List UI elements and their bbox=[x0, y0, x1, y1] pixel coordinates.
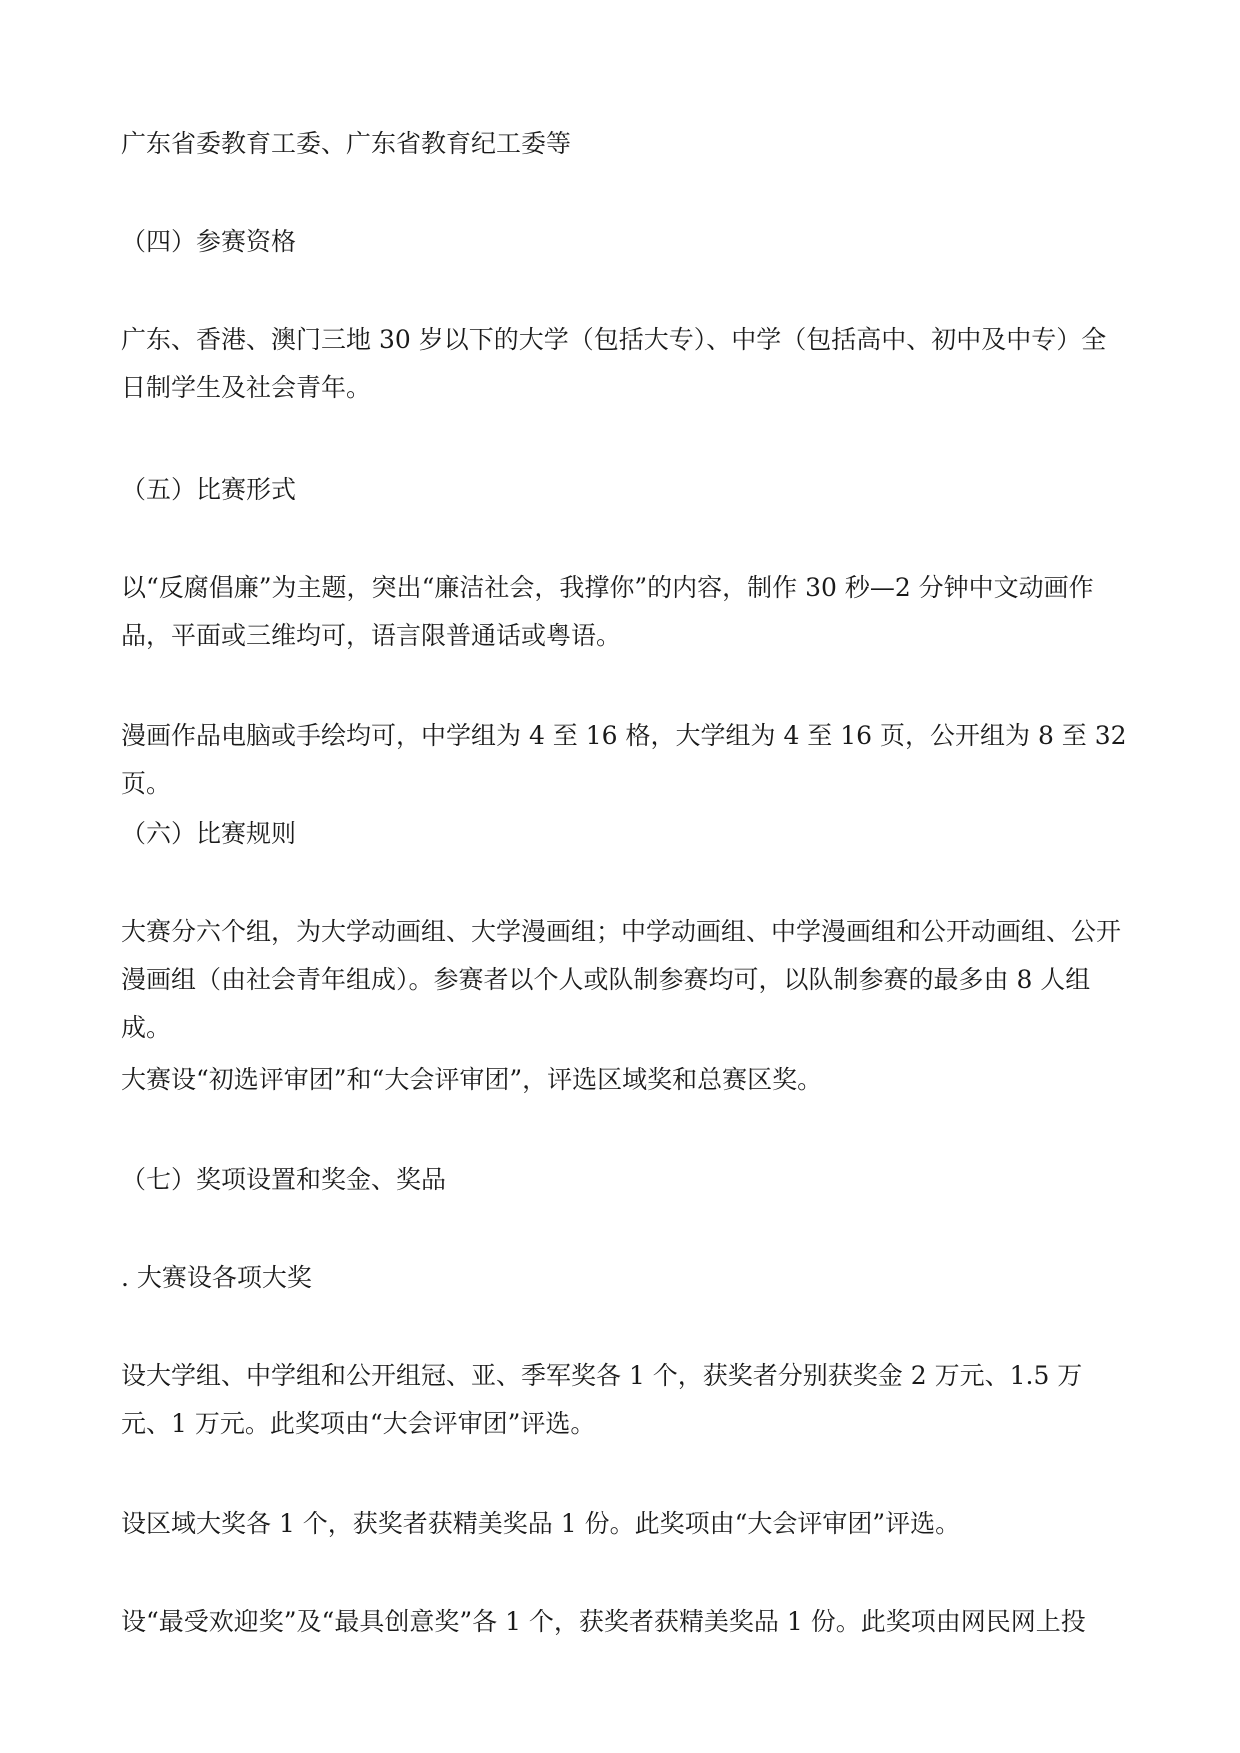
format-animation-text: 以“反腐倡廉”为主题，突出“廉洁社会，我撑你”的内容，制作 30 秒—2 分钟中文动画作品，平面或三维均可，语言限普通话或粤语。 bbox=[121, 573, 1094, 650]
document-page bbox=[121, 0, 1131, 1753]
awards-main-prizes-text: 设大学组、中学组和公开组冠、亚、季军奖各 1 个，获奖者分别获奖金 2 万元、1.5 万元、1 万元。此奖项由“大会评审团”评选。 bbox=[121, 1361, 1083, 1438]
awards-subheading: . 大赛设各项大奖 bbox=[121, 1263, 312, 1292]
section-heading-rules: （六）比赛规则 bbox=[121, 819, 297, 848]
awards-popular-text: 设“最受欢迎奖”及“最具创意奖”各 1 个，获奖者获精美奖品 1 份。此奖项由网民网上投 bbox=[121, 1607, 1086, 1636]
rules-groups-text: 大赛分六个组，为大学动画组、大学漫画组；中学动画组、中学漫画组和公开动画组、公开漫画组（由社会青年组成）。参赛者以个人或队制参赛均可，以队制参赛的最多由 8 人组成。 bbox=[121, 917, 1122, 1042]
section-heading-eligibility: （四）参赛资格 bbox=[121, 227, 297, 256]
organizer-line: 广东省委教育工委、广东省教育纪工委等 bbox=[121, 129, 572, 158]
eligibility-text: 广东、香港、澳门三地 30 岁以下的大学（包括大专）、中学（包括高中、初中及中专）全日制学生及社会青年。 bbox=[121, 325, 1107, 402]
rules-jury-text: 大赛设“初选评审团”和“大会评审团”，评选区域奖和总赛区奖。 bbox=[121, 1065, 823, 1094]
section-heading-awards: （七）奖项设置和奖金、奖品 bbox=[121, 1165, 447, 1194]
section-heading-format: （五）比赛形式 bbox=[121, 475, 297, 504]
format-comic-text: 漫画作品电脑或手绘均可，中学组为 4 至 16 格，大学组为 4 至 16 页，公开组为 8 至 32 页。 bbox=[121, 721, 1127, 798]
awards-regional-text: 设区域大奖各 1 个，获奖者获精美奖品 1 份。此奖项由“大会评审团”评选。 bbox=[121, 1509, 961, 1538]
